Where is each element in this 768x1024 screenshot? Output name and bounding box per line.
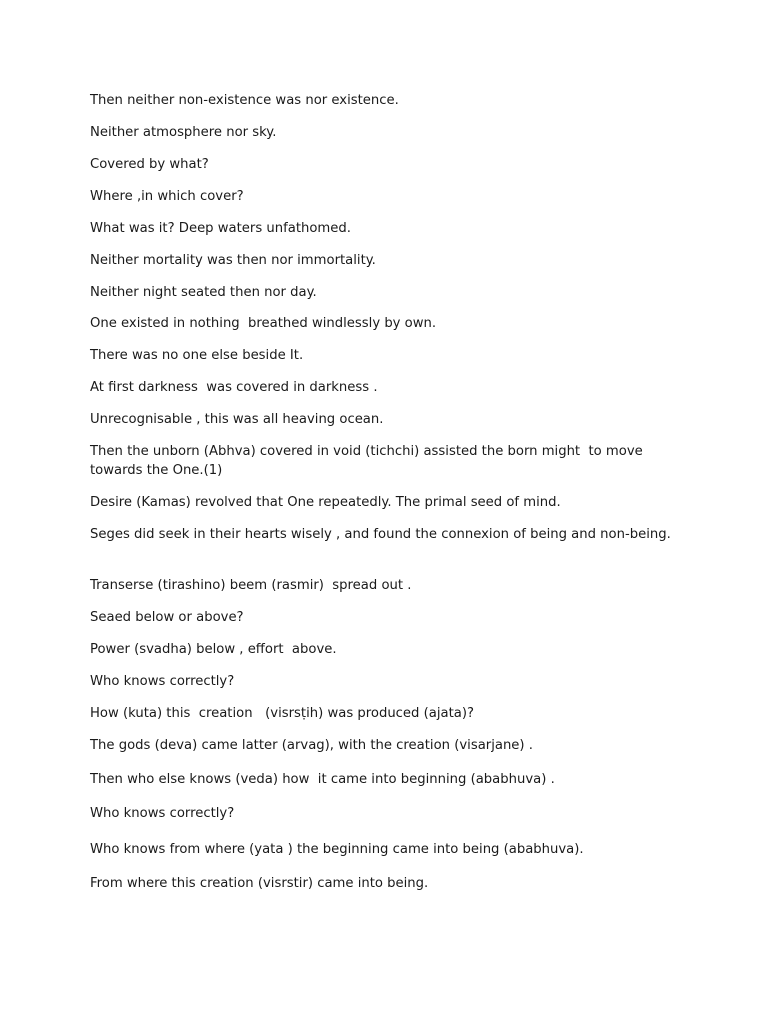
text-line: From where this creation (visrstir) came into being. <box>90 876 429 891</box>
text-line: Then who else knows (veda) how it came into beginning (ababhuva) . <box>90 772 555 787</box>
text-line: Neither night seated then nor day. <box>90 285 317 300</box>
text-line: Neither atmosphere nor sky. <box>90 125 277 140</box>
text-line: Seges did seek in their hearts wisely , and found the connexion of being and non-being. <box>90 527 671 542</box>
text-line: Then the unborn (Abhva) covered in void (tichchi) assisted the born might to move towards the One.(1) <box>90 444 647 478</box>
text-line: Neither mortality was then nor immortality. <box>90 253 376 268</box>
text-line: Unrecognisable , this was all heaving ocean. <box>90 412 384 427</box>
text-line: What was it? Deep waters unfathomed. <box>90 221 351 236</box>
text-line: Power (svadha) below , effort above. <box>90 642 337 657</box>
text-line: The gods (deva) came latter (arvag), with the creation (visarjane) . <box>90 738 533 753</box>
text-line: One existed in nothing breathed windlessly by own. <box>90 316 437 331</box>
text-line: Seaed below or above? <box>90 610 244 625</box>
text-line: How (kuta) this creation (visrsṭih) was produced (ajata)? <box>90 706 474 721</box>
text-line: Who knows correctly? <box>90 806 235 821</box>
text-line: There was no one else beside It. <box>90 348 304 363</box>
text-line: At first darkness was covered in darkness . <box>90 380 378 395</box>
text-line: Transerse (tirashino) beem (rasmir) spread out . <box>90 578 412 593</box>
text-line: Who knows correctly? <box>90 674 235 689</box>
text-line: Where ,in which cover? <box>90 189 244 204</box>
text-line: Desire (Kamas) revolved that One repeatedly. The primal seed of mind. <box>90 495 561 510</box>
text-line: Covered by what? <box>90 157 209 172</box>
text-line: Who knows from where (yata ) the beginning came into being (ababhuva). <box>90 842 584 857</box>
text-line: Then neither non-existence was nor existence. <box>90 93 399 108</box>
